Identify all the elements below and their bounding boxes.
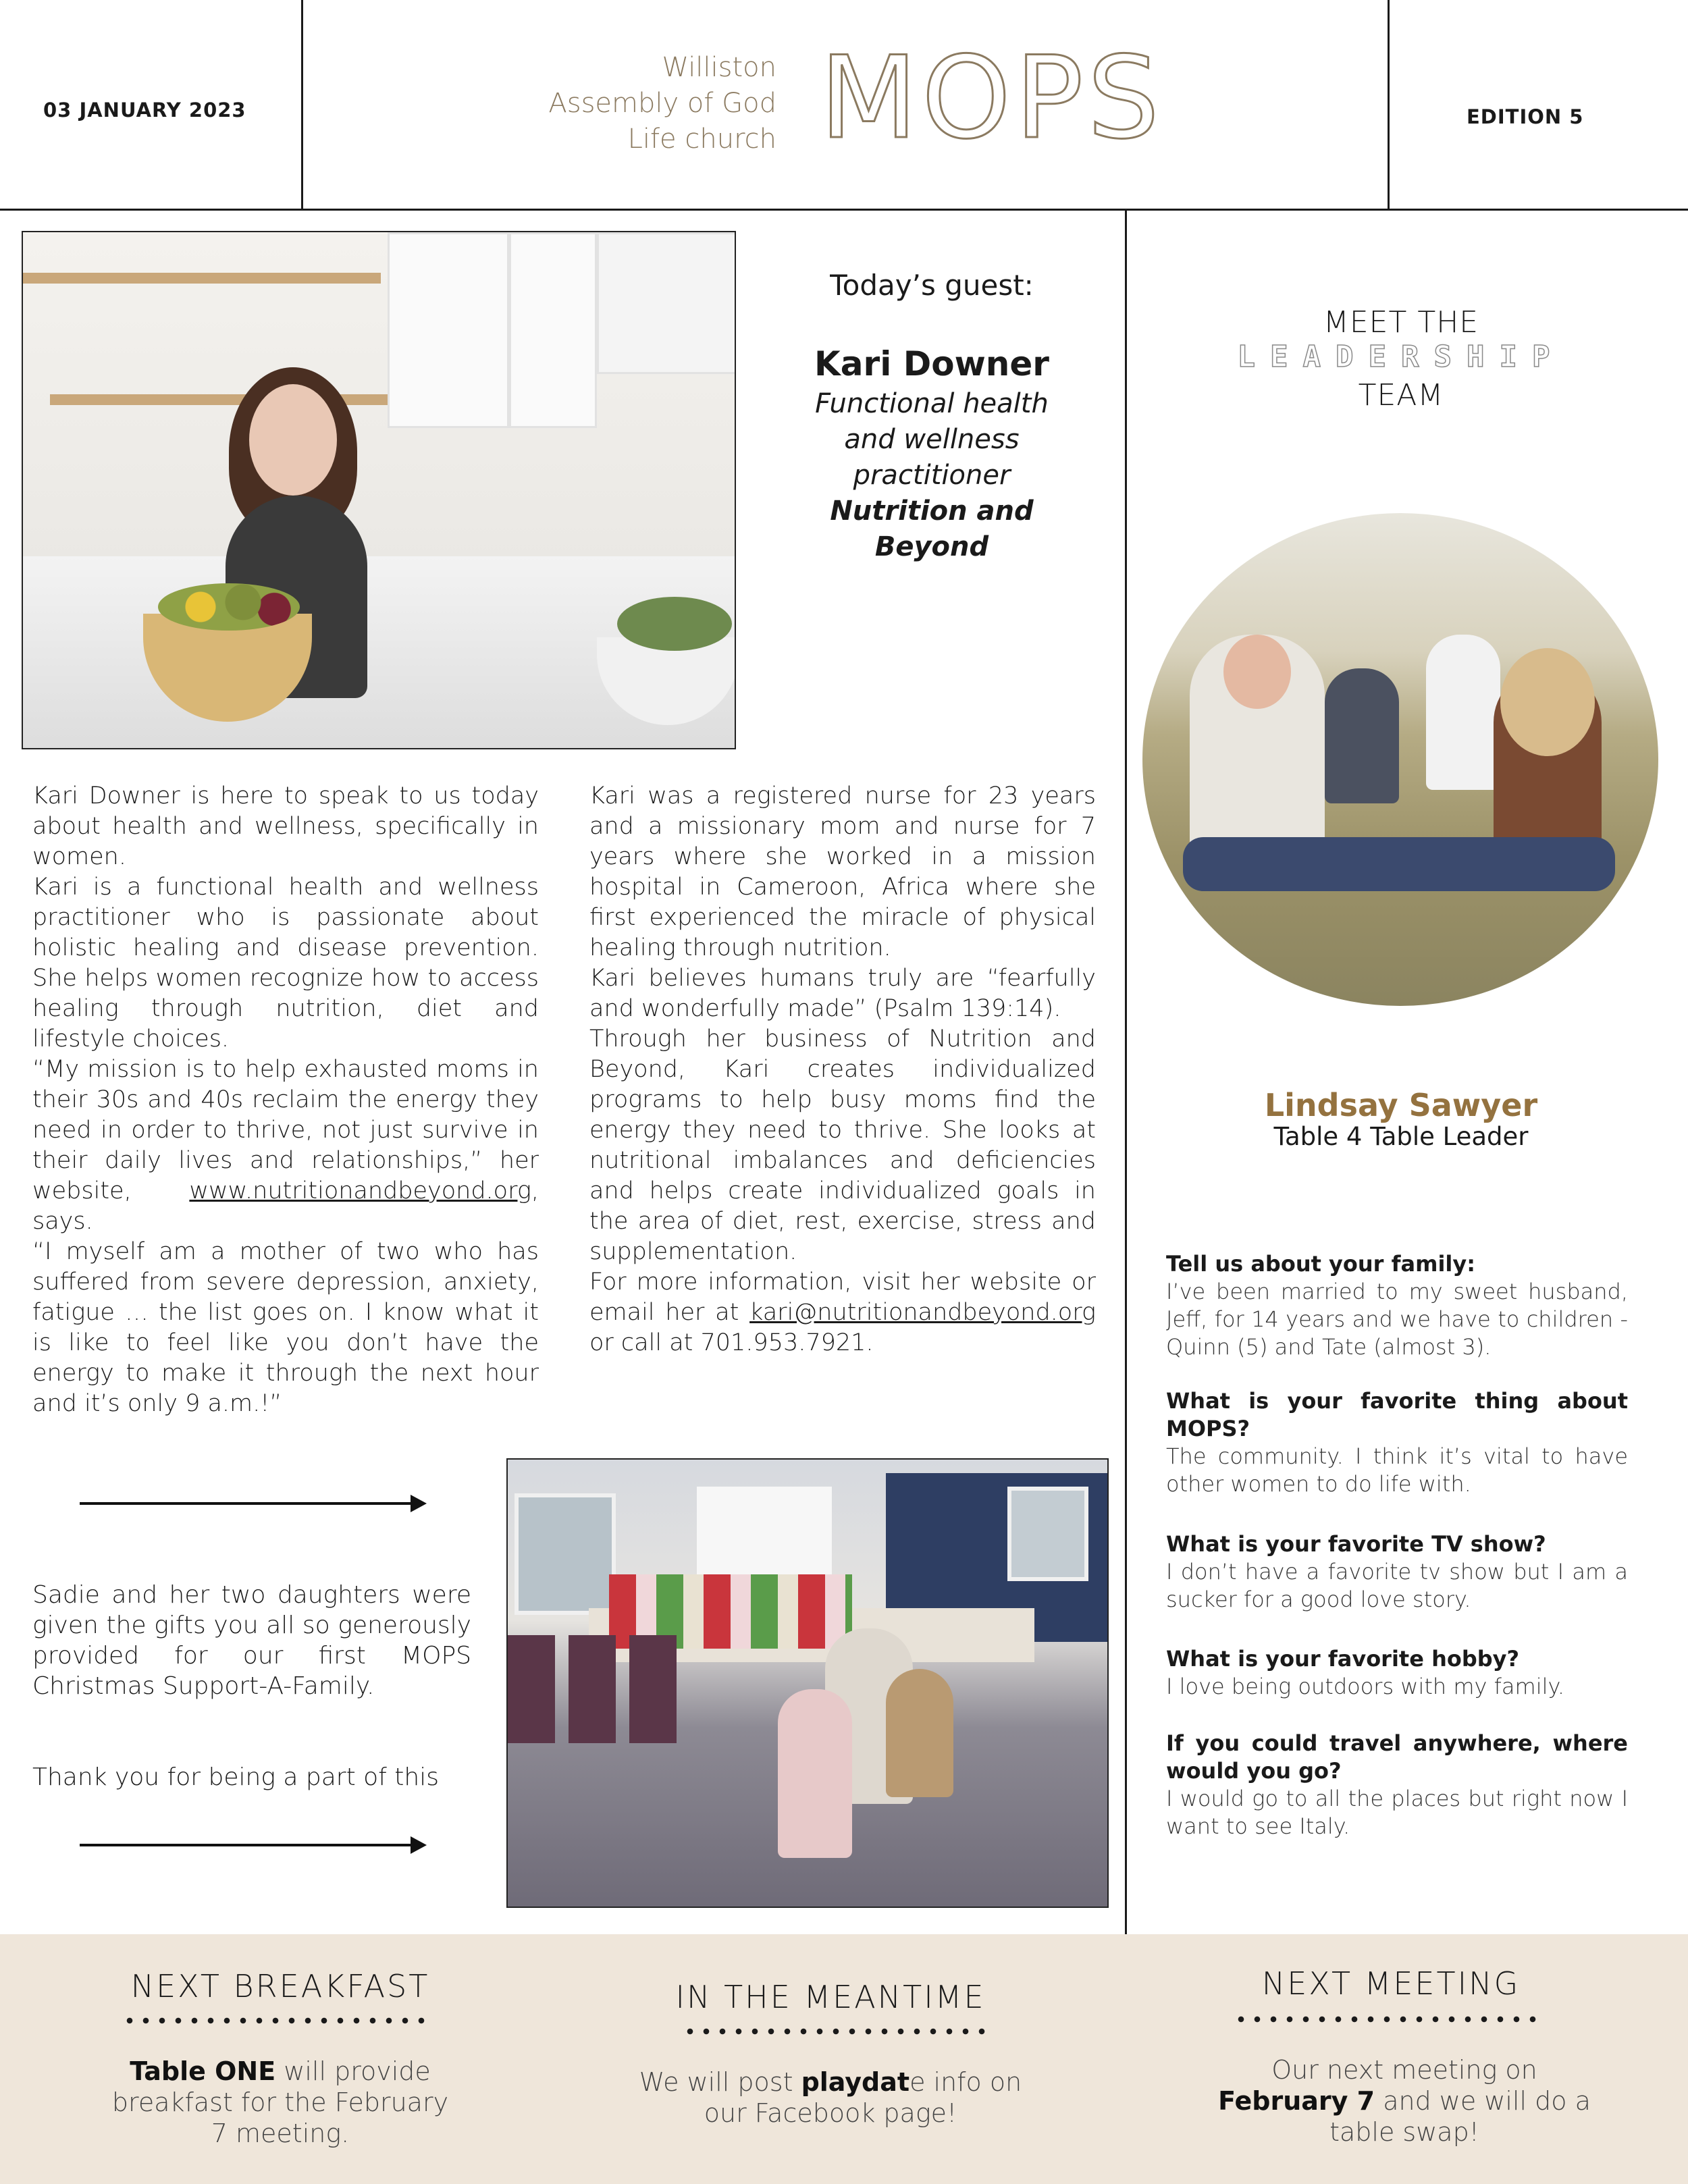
article-paragraph: Kari was a registered nurse for 23 years and a missionary mom and nurse for 7 years where she worked in a mission hospital in Cameroon, Africa where she first experienced the miracle of physical healing through nutrition. <box>589 782 1096 961</box>
church-line-1: Williston <box>662 52 776 83</box>
meeting-pre: Our next meeting on <box>1271 2055 1537 2085</box>
range-hood <box>597 232 736 374</box>
guest-role-line: and wellness <box>844 424 1020 455</box>
qa-answer: I love being outdoors with my family. <box>1166 1674 1565 1699</box>
guest-company-line: Beyond <box>874 531 989 562</box>
meantime-text <box>614 2067 1047 2129</box>
guest-name: Kari Downer <box>814 344 1049 383</box>
meantime-post: e info on our Facebook page! <box>704 2067 1022 2128</box>
qa-question: What is your favorite thing about MOPS? <box>1166 1388 1628 1441</box>
guest-role-line: Functional health <box>815 388 1049 419</box>
breakfast-table: Table ONE <box>130 2056 276 2086</box>
child <box>886 1669 953 1797</box>
hair <box>1500 648 1595 756</box>
meeting-date: February 7 <box>1218 2086 1375 2116</box>
qa-item <box>1166 1530 1628 1614</box>
window <box>515 1493 616 1615</box>
website-link[interactable]: www.nutritionandbeyond.org <box>189 1177 531 1204</box>
qa-question: Tell us about your family: <box>1166 1251 1476 1277</box>
leadership-heading-line-2: LEADERSHIP <box>1237 340 1565 374</box>
meantime-title: IN THE MEANTIME <box>675 1979 986 2015</box>
footer-band <box>0 1934 1688 2184</box>
leader-family-photo <box>1142 513 1658 1006</box>
article-column-1 <box>32 781 539 1419</box>
qa-answer: The community. I think it’s vital to have other women to do life with. <box>1166 1443 1628 1497</box>
qa-answer: I would go to all the places but right now I want to see Italy. <box>1166 1786 1628 1839</box>
guest-role <box>756 386 1107 494</box>
article-column-2 <box>589 781 1096 1358</box>
dotted-divider <box>122 2017 432 2025</box>
header-left-divider <box>301 0 303 209</box>
child <box>1325 668 1399 803</box>
arrow-right-icon <box>80 1502 424 1505</box>
article-paragraph: Kari believes humans truly are “fearfully and wonderfully made” (Psalm 139:14). <box>589 965 1096 1022</box>
email-link[interactable]: kari@nutritionandbeyond.org <box>749 1299 1096 1326</box>
church-line-2: Assembly of God <box>548 88 776 119</box>
meeting-text <box>1209 2054 1600 2148</box>
thanks-text: Thank you for being a part of this <box>32 1763 439 1791</box>
phone-text: or call at 701.953.7921. <box>589 1329 874 1356</box>
article-paragraph: Kari is a functional health and wellness practitioner who is passionate about holistic healing and disease prevention. She helps women recognize how to access healing through nutrition, diet and lifestyle choices. <box>32 874 539 1053</box>
newsletter-title: MOPS <box>820 32 1164 164</box>
quote-suffix: , says. <box>32 1177 539 1235</box>
guest-company <box>756 494 1107 565</box>
breakfast-text <box>101 2056 459 2149</box>
contact-text: For more information, visit her website or email her at <box>589 1269 1096 1326</box>
arrow-right-icon <box>80 1844 424 1846</box>
cabinet <box>388 232 509 428</box>
dotted-divider <box>1233 2015 1544 2023</box>
cabinet <box>509 232 597 428</box>
qa-item <box>1166 1387 1628 1498</box>
person <box>1223 635 1291 709</box>
dotted-divider <box>682 2027 986 2035</box>
window <box>1007 1487 1088 1581</box>
edition-number: EDITION 5 <box>1467 105 1584 128</box>
article-paragraph <box>589 1267 1096 1358</box>
guest-role-line: practitioner <box>853 460 1011 491</box>
church-line-3: Life church <box>627 124 776 155</box>
family-gifts-photo <box>506 1458 1109 1908</box>
jeans <box>1183 837 1615 891</box>
breakfast-detail: will provide breakfast for the February 7 meeting. <box>111 2056 449 2148</box>
child <box>1426 635 1500 790</box>
plant <box>617 597 732 651</box>
article-paragraph: “I myself am a mother of two who has suffered from severe depression, anxiety, fatigue … the list goes on. I know what it is like to feel like you don’t have the energy to make it through the next hour and it’s only 9 a.m.!” <box>32 1238 539 1417</box>
meeting-post: and we will do a table swap! <box>1329 2086 1591 2147</box>
quote-text: “My mission is to help exhausted moms in their 30s and 40s reclaim the energy they need in order to thrive, not just survive in their daily lives and relationships,” her website, <box>32 1056 539 1204</box>
article-paragraph <box>32 1055 539 1237</box>
meantime-bold: playdat <box>801 2067 910 2097</box>
child <box>778 1689 852 1858</box>
qa-question: What is your favorite TV show? <box>1166 1531 1546 1557</box>
chairs <box>508 1635 683 1743</box>
leader-role: Table 4 Table Leader <box>1273 1122 1529 1151</box>
issue-date: 03 JANUARY 2023 <box>43 99 246 122</box>
article-paragraph: Kari Downer is here to speak to us today about health and wellness, specifically in women. <box>32 782 539 870</box>
meantime-pre: We will post <box>639 2067 801 2097</box>
guest-company-line: Nutrition and <box>830 496 1034 527</box>
breakfast-title: NEXT BREAKFAST <box>130 1968 430 2004</box>
header-right-divider <box>1388 0 1390 209</box>
guest-label: Today’s guest: <box>830 269 1034 302</box>
qa-item <box>1166 1730 1628 1840</box>
qa-question: What is your favorite hobby? <box>1166 1646 1520 1672</box>
shelf <box>50 394 401 405</box>
guest-photo <box>22 231 736 749</box>
sidebar-divider <box>1125 209 1127 1934</box>
face <box>249 384 337 496</box>
header-bottom-rule <box>0 209 1688 211</box>
leadership-heading-line-3: TEAM <box>1358 378 1444 412</box>
leader-name: Lindsay Sawyer <box>1264 1087 1538 1123</box>
qa-answer: I don’t have a favorite tv show but I am a sucker for a good love story. <box>1166 1559 1628 1612</box>
qa-item <box>1166 1250 1628 1361</box>
qa-answer: I’ve been married to my sweet husband, Jeff, for 14 years and we have to children - Quinn (5) and Tate (almost 3). <box>1166 1279 1628 1360</box>
church-name <box>473 50 776 157</box>
qa-item <box>1166 1645 1628 1701</box>
fruit <box>158 583 300 631</box>
meeting-title: NEXT MEETING <box>1261 1965 1521 2002</box>
leadership-heading-line-1: MEET THE <box>1323 305 1479 340</box>
qa-question: If you could travel anywhere, where would you go? <box>1166 1730 1628 1784</box>
support-text: Sadie and her two daughters were given the gifts you all so generously provided for our first MOPS Christmas Support-A-Family. <box>32 1581 471 1700</box>
shelf <box>23 273 381 284</box>
article-paragraph: Through her business of Nutrition and Beyond, Kari creates individualized programs to help busy moms find the energy they need to thrive. She looks at nutritional imbalances and deficiencies and helps create individualized goals in the area of diet, rest, exercise, stress and supplementation. <box>589 1026 1096 1265</box>
whiteboard <box>697 1487 832 1574</box>
